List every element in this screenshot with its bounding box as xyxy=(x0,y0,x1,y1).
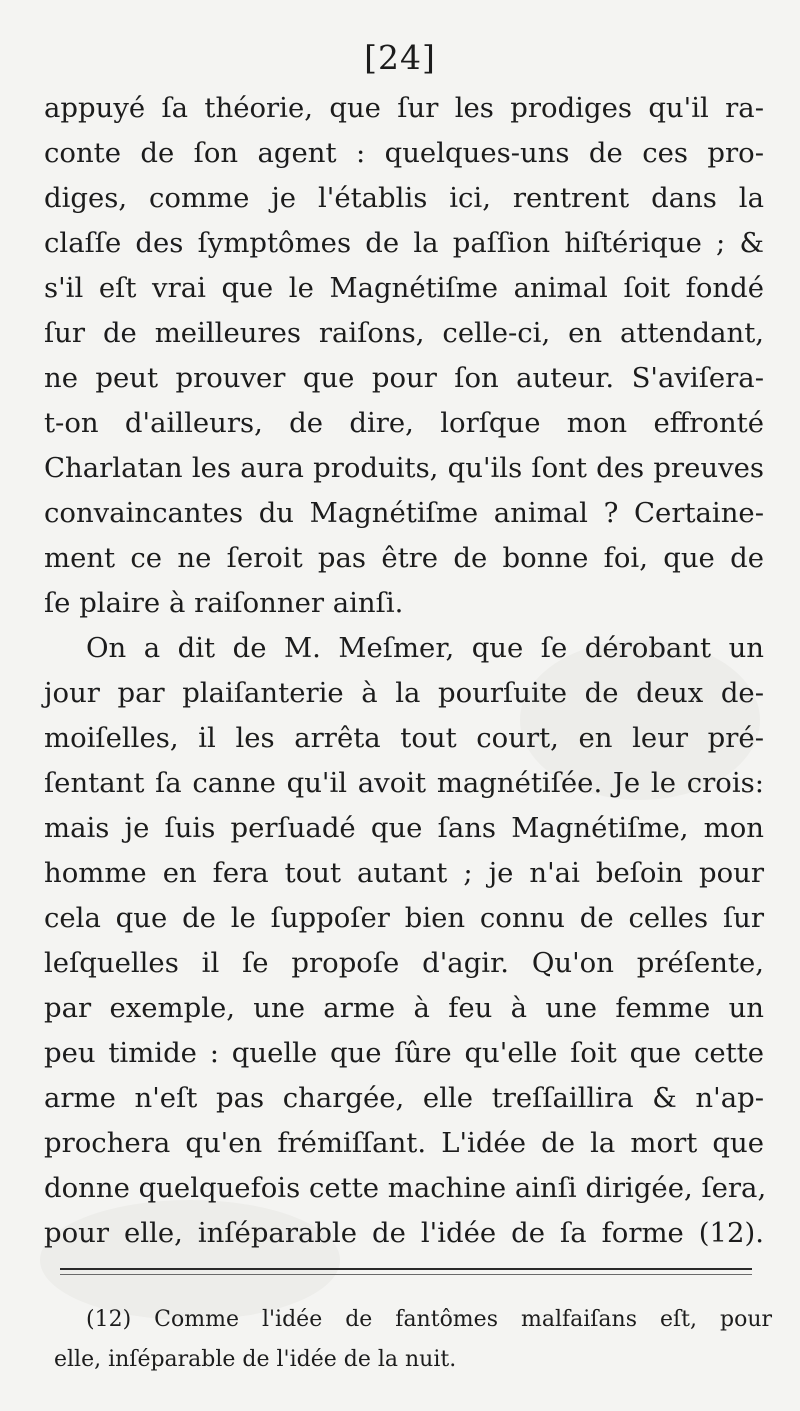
text-line: ſentant ſa canne qu'il avoit magnétiſée. Je le crois: xyxy=(44,767,764,799)
text-line: par exemple, une arme à feu à une femme un xyxy=(44,992,764,1024)
footnote-rule xyxy=(60,1268,752,1270)
text-line: ne peut prouver que pour ſon auteur. S'aviſera- xyxy=(44,362,764,394)
footnote-line: (12) Comme l'idée de fantômes malfaiſans eſt, pour xyxy=(86,1307,772,1332)
footnote xyxy=(54,1300,772,1380)
text-line: peu timide : quelle que ſûre qu'elle ſoit que cette xyxy=(44,1037,764,1069)
text-line: jour par plaiſanterie à la pourſuite de deux de- xyxy=(44,677,764,709)
text-line: diges, comme je l'établis ici, rentrent dans la xyxy=(44,182,764,214)
text-line: mais je ſuis perſuadé que ſans Magnétiſme, mon xyxy=(44,812,764,844)
text-line: appuyé ſa théorie, que ſur les prodiges qu'il ra- xyxy=(44,92,764,124)
text-line: ſur de meilleures raiſons, celle-ci, en attendant, xyxy=(44,317,764,349)
body-text xyxy=(44,86,767,1256)
text-line: t-on d'ailleurs, de dire, lorſque mon effronté xyxy=(44,407,764,439)
text-line: conte de ſon agent : quelques-uns de ces pro- xyxy=(44,137,764,169)
text-line: prochera qu'en frémiſſant. L'idée de la mort que xyxy=(44,1127,764,1159)
text-line: pour elle, inſéparable de l'idée de ſa forme (12). xyxy=(44,1217,764,1249)
text-line: arme n'eſt pas chargée, elle treſſaillira & n'ap- xyxy=(44,1082,764,1114)
text-line: s'il eſt vrai que le Magnétiſme animal ſoit fondé xyxy=(44,272,764,304)
text-line: Charlatan les aura produits, qu'ils ſont des preuves xyxy=(44,452,764,484)
footnote-rule-thin xyxy=(60,1274,752,1275)
footnote-line: elle, inſéparable de l'idée de la nuit. xyxy=(54,1347,457,1372)
text-line: convaincantes du Magnétiſme animal ? Certaine- xyxy=(44,497,764,529)
paragraph-start-line: On a dit de M. Meſmer, que ſe dérobant un xyxy=(86,632,764,664)
text-line: moiſelles, il les arrêta tout court, en leur pré- xyxy=(44,722,764,754)
text-line: donne quelquefois cette machine ainſi dirigée, ſera, xyxy=(44,1172,767,1204)
text-line: ment ce ne ſeroit pas être de bonne foi, que de xyxy=(44,542,764,574)
page-number: [24] xyxy=(364,38,436,77)
text-line: ſe plaire à raiſonner ainſi. xyxy=(44,587,404,619)
text-line: claſſe des ſymptômes de la paſſion hiſtérique ; & xyxy=(44,227,764,259)
text-line: homme en fera tout autant ; je n'ai beſoin pour xyxy=(44,857,764,889)
text-line: leſquelles il ſe propoſe d'agir. Qu'on préſente, xyxy=(44,947,764,979)
text-line: cela que de le ſuppoſer bien connu de celles ſur xyxy=(44,902,764,934)
